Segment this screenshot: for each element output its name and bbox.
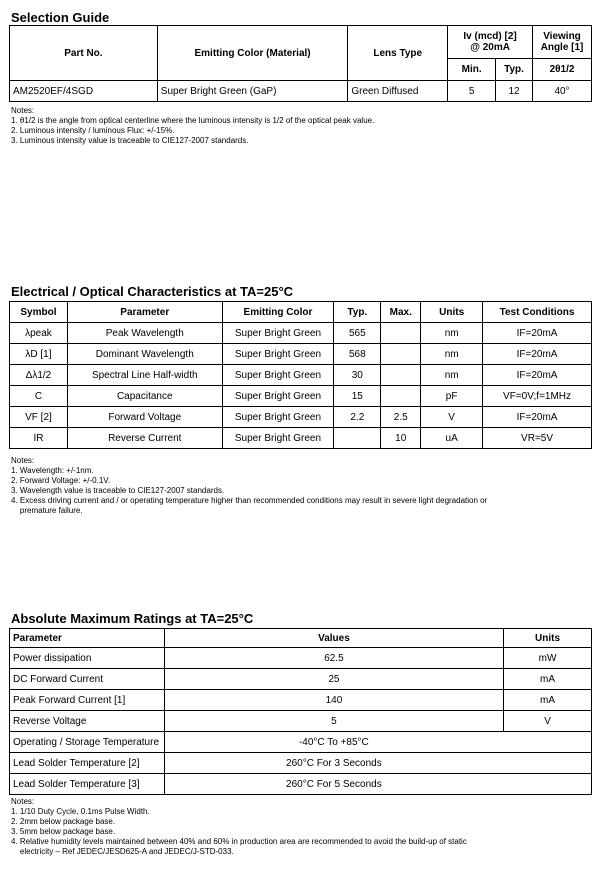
header-parameter: Parameter: [67, 302, 222, 323]
note-line: premature failure.: [11, 506, 83, 515]
table-row: [10, 365, 592, 386]
cell-value: 25: [164, 669, 503, 690]
cell-parameter: Peak Wavelength: [67, 323, 222, 344]
header-theta: 2θ1/2: [533, 59, 592, 81]
cell-symbol: λpeak: [10, 323, 68, 344]
header-part-no: Part No.: [10, 26, 158, 81]
table-row: [10, 690, 592, 711]
cell-units: mW: [504, 648, 592, 669]
header-min: Min.: [448, 59, 496, 81]
cell-min: 5: [448, 81, 496, 102]
absolute-notes: [11, 797, 467, 857]
cell-parameter: Power dissipation: [10, 648, 165, 669]
cell-typ: 565: [334, 323, 381, 344]
cell-parameter: Lead Solder Temperature [3]: [10, 774, 165, 795]
note-line: 2. Forward Voltage: +/-0.1V.: [11, 476, 111, 485]
cell-typ: 568: [334, 344, 381, 365]
absolute-ratings-table: [9, 628, 592, 795]
cell-test-conditions: VF=0V;f=1MHz: [483, 386, 592, 407]
cell-symbol: C: [10, 386, 68, 407]
cell-parameter: DC Forward Current: [10, 669, 165, 690]
cell-parameter: Reverse Voltage: [10, 711, 165, 732]
electrical-table: [9, 301, 592, 449]
note-line: Notes:: [11, 106, 35, 115]
cell-units: mA: [504, 669, 592, 690]
cell-units: nm: [421, 344, 483, 365]
cell-units: V: [421, 407, 483, 428]
table-row: [10, 753, 592, 774]
cell-emitting-color: Super Bright Green: [222, 365, 334, 386]
table-row: [10, 648, 592, 669]
cell-symbol: VF [2]: [10, 407, 68, 428]
cell-symbol: λD [1]: [10, 344, 68, 365]
header-units: Units: [504, 629, 592, 648]
cell-emitting-color: Super Bright Green: [222, 344, 334, 365]
cell-test-conditions: IF=20mA: [483, 344, 592, 365]
header-viewing-line2: Angle [1]: [540, 42, 584, 53]
cell-typ: 2.2: [334, 407, 381, 428]
cell-emitting-color: Super Bright Green: [222, 323, 334, 344]
cell-emitting-color: Super Bright Green: [222, 386, 334, 407]
cell-value: 260°C For 5 Seconds: [164, 774, 591, 795]
cell-parameter: Lead Solder Temperature [2]: [10, 753, 165, 774]
note-line: 2. 2mm below package base.: [11, 817, 116, 826]
table-row: [10, 386, 592, 407]
cell-value: 140: [164, 690, 503, 711]
header-test-conditions: Test Conditions: [483, 302, 592, 323]
cell-max: [381, 323, 421, 344]
header-symbol: Symbol: [10, 302, 68, 323]
selection-guide-table: [9, 25, 592, 102]
header-iv-line1: Iv (mcd) [2]: [463, 31, 517, 42]
cell-parameter: Operating / Storage Temperature: [10, 732, 165, 753]
table-row: [10, 323, 592, 344]
note-line: 3. Wavelength value is traceable to CIE127-2007 standards.: [11, 486, 225, 495]
note-line: 2. Luminous intensity / luminous Flux: +/-15%.: [11, 126, 175, 135]
table-row: [10, 711, 592, 732]
note-line: 4. Excess driving current and / or operating temperature higher than recommended conditions may result in severe light degradation or: [11, 496, 488, 505]
cell-typ: 15: [334, 386, 381, 407]
header-parameter: Parameter: [10, 629, 165, 648]
cell-value: -40°C To +85°C: [164, 732, 591, 753]
table-row: [10, 732, 592, 753]
table-row: [10, 407, 592, 428]
table-row: [10, 81, 592, 102]
cell-angle: 40°: [533, 81, 592, 102]
electrical-notes: [11, 456, 487, 516]
header-emitting-color: Emitting Color (Material): [157, 26, 348, 81]
electrical-title: Electrical / Optical Characteristics at TA=25°C: [11, 284, 294, 299]
note-line: 1. 1/10 Duty Cycle, 0.1ms Pulse Width.: [11, 807, 150, 816]
cell-typ: 12: [496, 81, 533, 102]
cell-value: 260°C For 3 Seconds: [164, 753, 591, 774]
cell-units: uA: [421, 428, 483, 449]
cell-typ: 30: [334, 365, 381, 386]
cell-parameter: Reverse Current: [67, 428, 222, 449]
header-typ: Typ.: [496, 59, 533, 81]
cell-units: mA: [504, 690, 592, 711]
cell-max: 2.5: [381, 407, 421, 428]
cell-parameter: Dominant Wavelength: [67, 344, 222, 365]
header-iv: [448, 26, 533, 59]
table-row: [10, 774, 592, 795]
note-line: 1. θ1/2 is the angle from optical centerline where the luminous intensity is 1/2 of the optical peak value.: [11, 116, 375, 125]
header-typ: Typ.: [334, 302, 381, 323]
cell-units: nm: [421, 365, 483, 386]
cell-symbol: Δλ1/2: [10, 365, 68, 386]
cell-symbol: IR: [10, 428, 68, 449]
cell-units: pF: [421, 386, 483, 407]
absolute-ratings-title: Absolute Maximum Ratings at TA=25°C: [11, 611, 254, 626]
note-line: 3. 5mm below package base.: [11, 827, 116, 836]
cell-max: [381, 365, 421, 386]
cell-max: 10: [381, 428, 421, 449]
cell-value: 62.5: [164, 648, 503, 669]
note-line: Notes:: [11, 456, 35, 465]
cell-test-conditions: VR=5V: [483, 428, 592, 449]
cell-parameter: Forward Voltage: [67, 407, 222, 428]
header-viewing-angle: [533, 26, 592, 59]
table-row: [10, 344, 592, 365]
cell-max: [381, 386, 421, 407]
cell-parameter: Peak Forward Current [1]: [10, 690, 165, 711]
cell-emitting-color: Super Bright Green (GaP): [157, 81, 348, 102]
note-line: Notes:: [11, 797, 35, 806]
selection-notes: [11, 106, 374, 146]
cell-typ: [334, 428, 381, 449]
header-values: Values: [164, 629, 503, 648]
header-iv-line2: @ 20mA: [470, 42, 510, 53]
cell-part-no: AM2520EF/4SGD: [10, 81, 158, 102]
note-line: electricity – Ref JEDEC/JESD625-A and JEDEC/J-STD-033.: [11, 847, 234, 856]
cell-test-conditions: IF=20mA: [483, 365, 592, 386]
cell-units: V: [504, 711, 592, 732]
cell-test-conditions: IF=20mA: [483, 407, 592, 428]
header-max: Max.: [381, 302, 421, 323]
selection-guide-title: Selection Guide: [11, 10, 110, 25]
cell-test-conditions: IF=20mA: [483, 323, 592, 344]
header-lens-type: Lens Type: [348, 26, 448, 81]
header-emitting-color: Emitting Color: [222, 302, 334, 323]
cell-parameter: Capacitance: [67, 386, 222, 407]
cell-emitting-color: Super Bright Green: [222, 428, 334, 449]
cell-value: 5: [164, 711, 503, 732]
table-row: [10, 669, 592, 690]
cell-lens-type: Green Diffused: [348, 81, 448, 102]
cell-parameter: Spectral Line Half-width: [67, 365, 222, 386]
note-line: 1. Wavelength: +/-1nm.: [11, 466, 94, 475]
header-viewing-line1: Viewing: [543, 31, 581, 42]
cell-emitting-color: Super Bright Green: [222, 407, 334, 428]
cell-units: nm: [421, 323, 483, 344]
note-line: 3. Luminous intensity value is traceable to CIE127-2007 standards.: [11, 136, 249, 145]
note-line: 4. Relative humidity levels maintained between 40% and 60% in production area are recommended to avoid the build-up of static: [11, 837, 467, 846]
cell-max: [381, 344, 421, 365]
header-units: Units: [421, 302, 483, 323]
table-row: [10, 428, 592, 449]
